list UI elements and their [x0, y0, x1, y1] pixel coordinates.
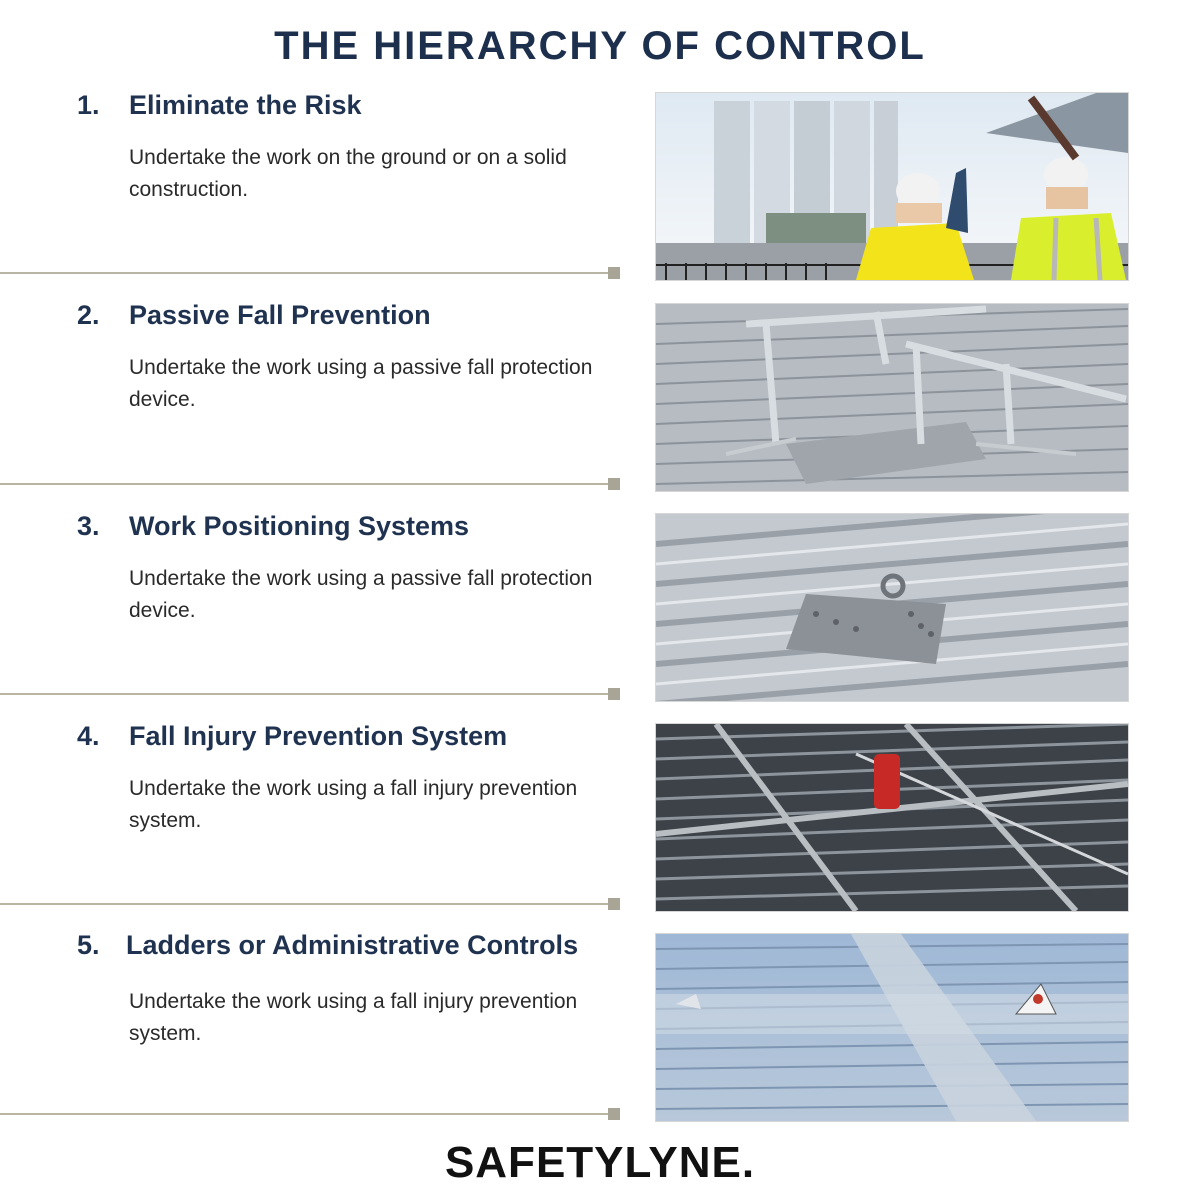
divider-line: [0, 903, 608, 905]
page-title: THE HIERARCHY OF CONTROL: [274, 24, 926, 68]
item-number: 2.: [77, 300, 100, 330]
roof-walkway-photo: [655, 933, 1129, 1122]
divider-end-square: [608, 688, 620, 700]
item-heading: Ladders or Administrative Controls: [126, 930, 579, 960]
roof-anchor-point-photo: [655, 513, 1129, 702]
item-heading: Fall Injury Prevention System: [129, 721, 508, 751]
item-description: Undertake the work using a fall injury prevention system.: [129, 777, 578, 832]
workers-on-site-photo: [655, 92, 1129, 281]
item-heading: Eliminate the Risk: [129, 90, 362, 120]
item-description: Undertake the work using a passive fall protection device.: [129, 356, 593, 411]
item-number: 3.: [77, 511, 100, 541]
divider-line: [0, 693, 608, 695]
item-number: 4.: [77, 721, 100, 751]
divider-line: [0, 1113, 608, 1115]
item-description: Undertake the work using a passive fall protection device.: [129, 567, 593, 622]
item-description: Undertake the work using a fall injury prevention system.: [129, 990, 578, 1045]
item-number: 5.: [77, 930, 100, 960]
item-heading: Work Positioning Systems: [129, 511, 470, 541]
item-description: Undertake the work on the ground or on a solid construction.: [129, 146, 567, 201]
divider-line: [0, 272, 608, 274]
item-number: 1.: [77, 90, 100, 120]
static-line-roof-frame-photo: [655, 723, 1129, 912]
divider-end-square: [608, 1108, 620, 1120]
divider-end-square: [608, 898, 620, 910]
brand-logo: SAFETYLYNE.: [444, 1138, 756, 1187]
divider-end-square: [608, 478, 620, 490]
divider-line: [0, 483, 608, 485]
roof-guardrail-photo: [655, 303, 1129, 492]
item-heading: Passive Fall Prevention: [129, 300, 431, 330]
divider-end-square: [608, 267, 620, 279]
